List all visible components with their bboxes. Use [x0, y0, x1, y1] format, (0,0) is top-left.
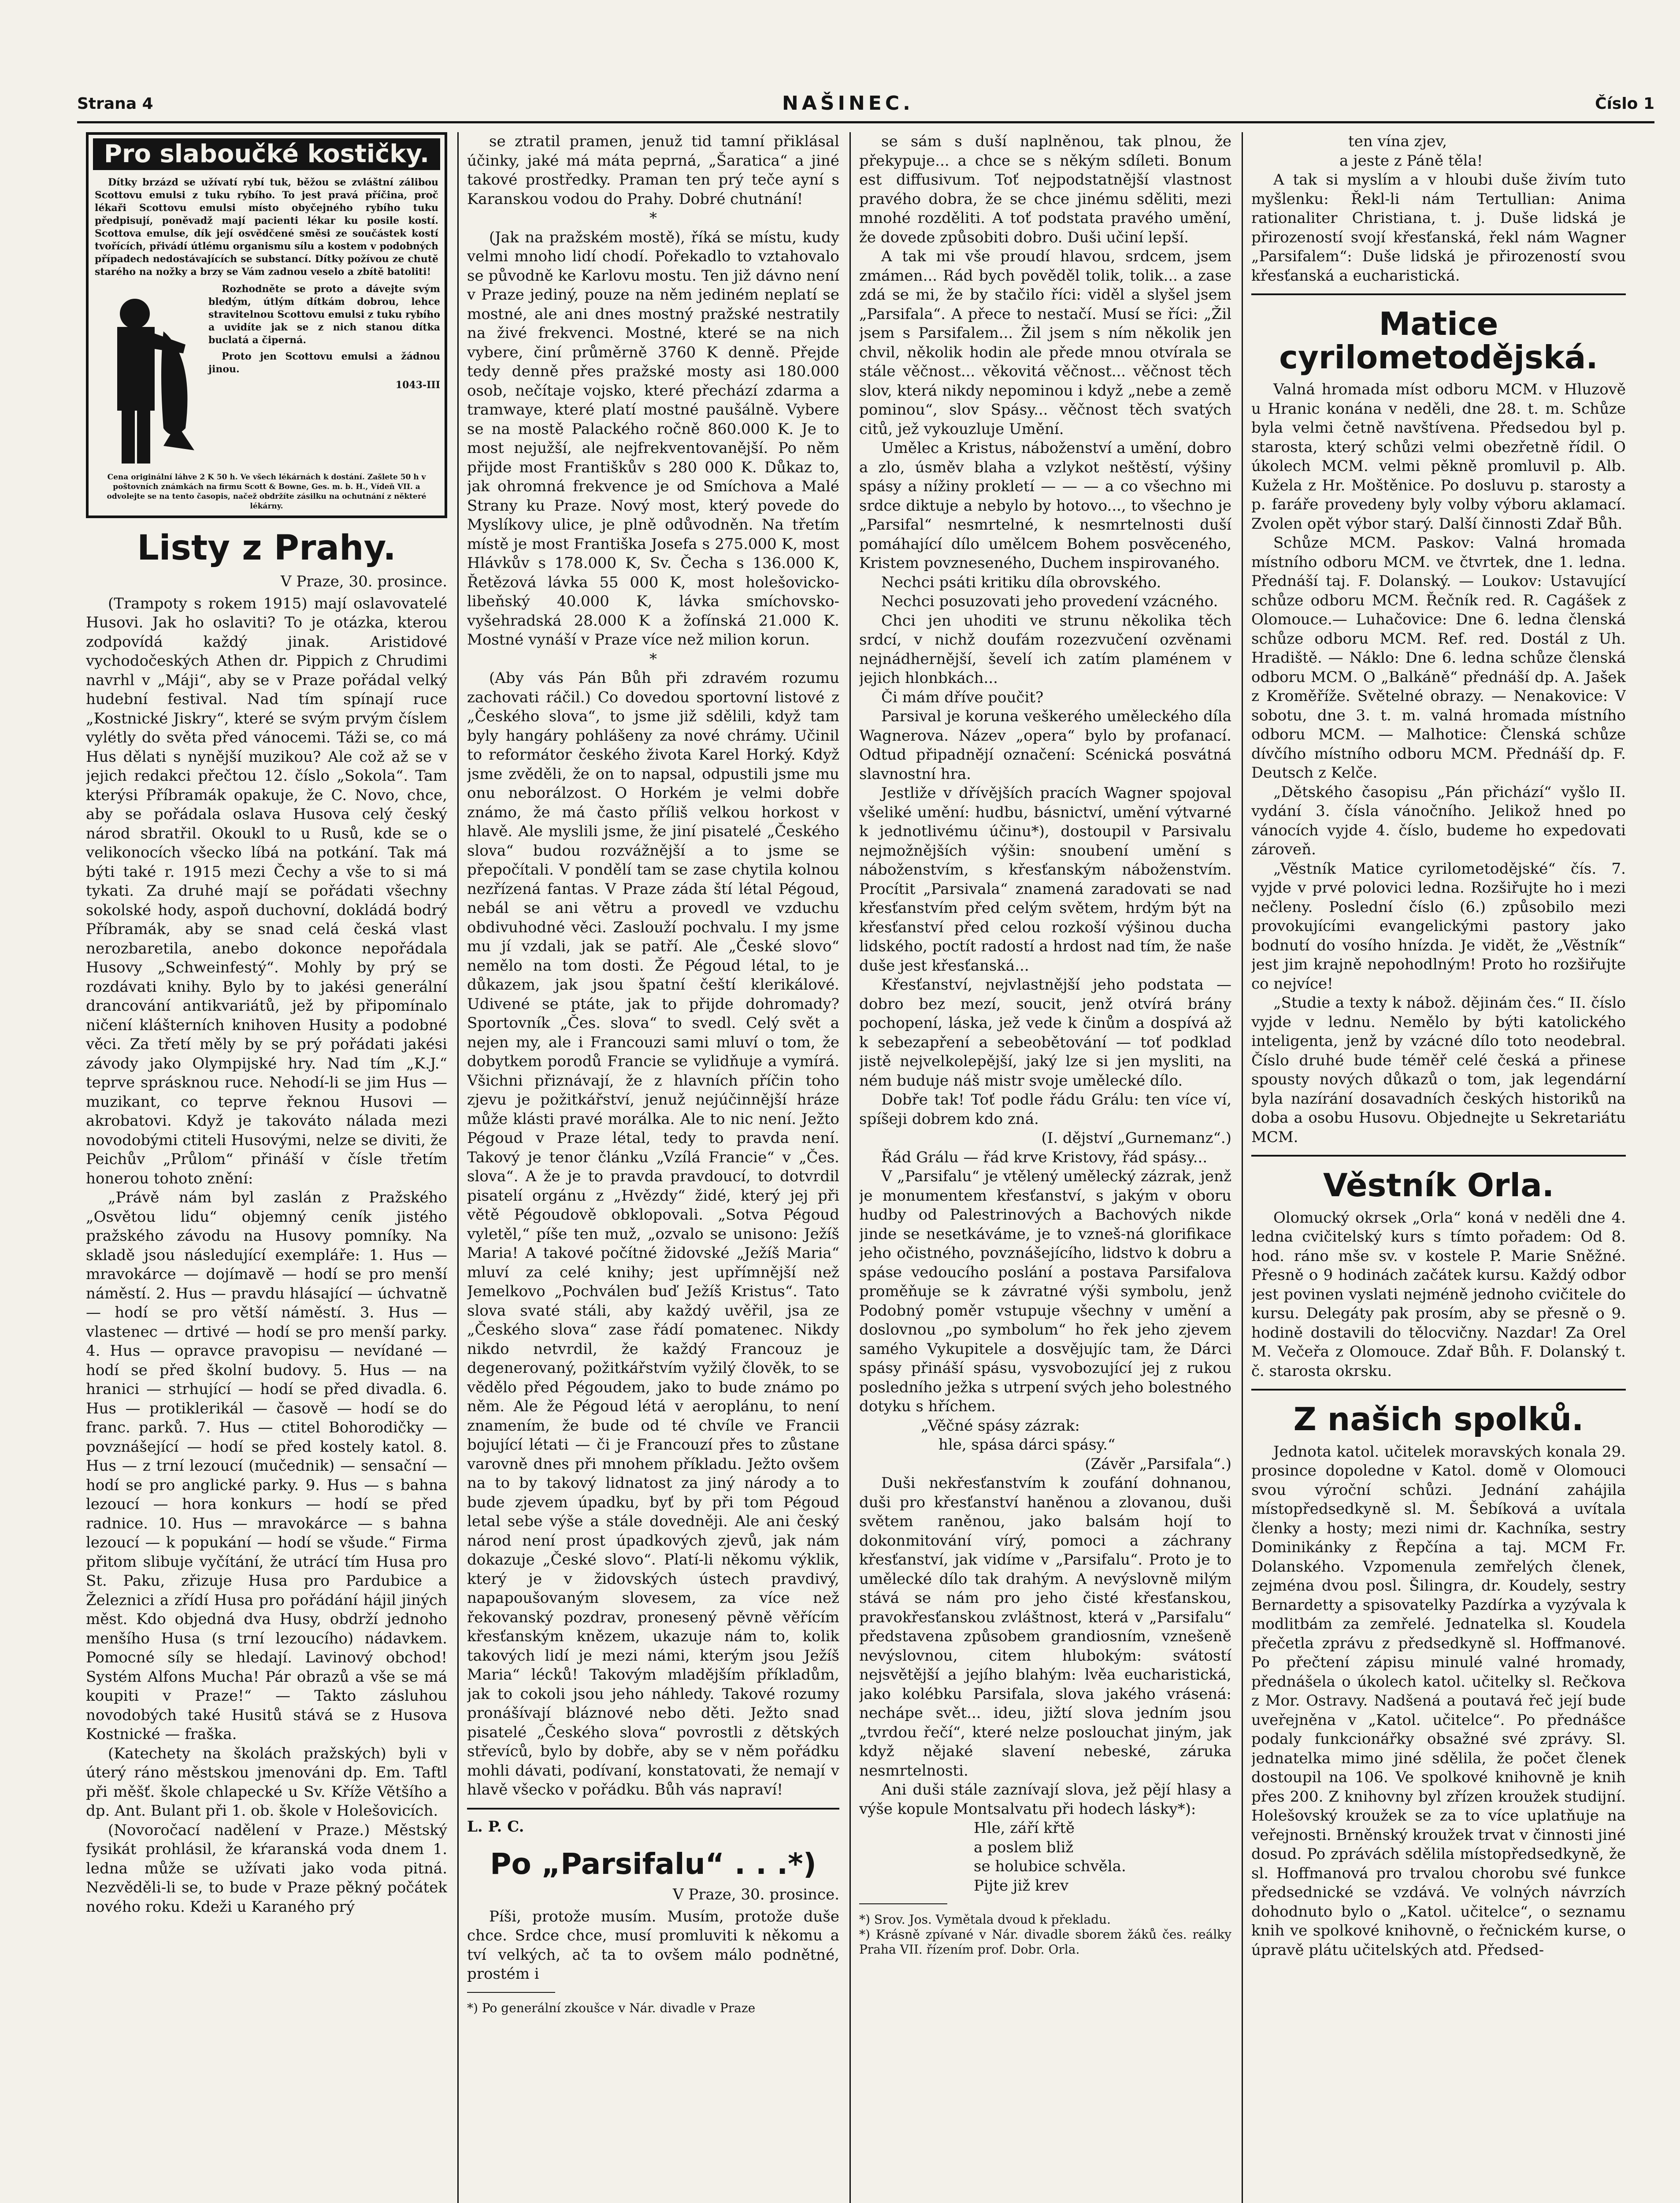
- footnote: *) Krásně zpívané v Nár. divadle sborem žáků čes. reálky Praha VII. řízením prof. Dobr. Orla.: [859, 1927, 1231, 1957]
- article-paragraph: (Aby vás Pán Bůh při zdravém rozumu zachovati ráčil.) Co dovedou sportovní listové z „Českého slova“, to jsme již sdělili, když tam byly hangáry pohlášeny za nové chrámy. Učinil to reformátor českého života Karel Horký. Když jsme zvěděli, že on to napsal, odpustili jsme mu onu neborálzost. O Horkém je velmi dobře známo, že má často příliš velkou horkost v hlavě. Ale myslili jsme, že jiní pisatelé „Českého slova“ budou rozvážnější a to jsme se přepočítali. V pondělí tam se zase chytila kolnou nezřízená fantas. V Praze záda ští létal Pégoud, nebál se ani větru a provedl ve vzduchu obdivuhodné věci. Zaslouží pochvalu. I my jsme mu jí vzdali, jak se patří. Ale „České slovo“ nemělo na tom dosti. Že Pégoud létal, to je důkazem, jak jsou špatní čeští klerikálové. Udivené se ptáte, jak to přijde dohromady? Sportovník „Čes. slova“ to svedl. Celý svět a nejen my, ale i Francouzi sami mluví o tom, že dobytkem porodů Francie se vylidňuje a vymírá. Všichni přiznávají, že z hlavních příčin toho zjevu je požitkářství, jenuž nejúčinnější hráze může klásti pravé morálka. Ale to nic není. Ježto Pégoud v Praze létal, tedy to pravda není. Takový je tenor článku „Vzílá Francie“ v „Čes. slova“. A že je to pravda pravdoucí, to dotvrdil pisatelí orgánu z „Hvězdy“ židé, který jej při větě Pégoudově obklopovali. „Sotva Pégoud vyletěl,“ píše ten muž, „ozvalo se unisono: Ježíš Maria! A takové počítné židovské „Ježíš Maria“ mluví za celé knihy; jest upřímnější než Jemelkovo „Pochválen buď Ježíš Kristus“. Tato slova svaté stáli, aby každý uvěřil, jsa ze „Českého slova“ zase řádí pomatenec. Nikdy nikdo netvrdil, že každý Francouz je degenerovaný, požitkářstvím vyžilý člověk, to se vědělo před Pégoudem, jako to bude známo po něm. Ale že Pégoud létá v aeroplánu, to není znamením, že bude od té chvíle ve Francii bojující létati — či je Francouzí přes to zůstane varovně dnes při mnohem příkladu. Ježto ovšem na to by takový lidnatost za jiný národy a to bude zjevem úpadku, byť by při tom Pégoud letal sebe výše a stále dovedněji. Ale ani český národ není prost úpadkových zjevů, jak nám dokazuje „České slovo“. Platí-li někomu výklik, který je v židovských ústech pravdivý, napapoušovaným slovesem, za více než řekovanský pozdrav, pronesený pěvně věřícím křesťanským knězem, ukazuje nám to, kolik takových lidí je mezi námi, kterým jsou Ježíš Maria“ lécků! Takovým mladějším příkladům, jak to cokoli jsou jeho náhledy. Takové rozumy pronášívají bláznové nebo děti. Ježto snad pisatelé „Českého slova“ povrostli z dětských střevíců, bylo by dobře, aby se v něm pořádku mohli dávati, podívaní, konstatovati, že nemají v hlavě všecko v pořádku. Bůh vás napraví!: [467, 669, 839, 1799]
- column-1: [86, 132, 447, 2203]
- article-paragraph: „Dětského časopisu „Pán přichází“ vyšlo II. vydání 3. čísla vánočního. Jelikož hned po vánocích vyjde 4. číslo, budeme ho expedovati zároveň.: [1251, 783, 1626, 859]
- article-paragraph: Duši nekřesťanstvím k zoufání dohnanou, duši pro křesťanství haněnou a zlovanou, duši světem raněnou, jako balsám hojí to dokonmitování vírý, pomoci a záchrany křesťanství, jak vidíme v „Parsifalu“. Proto je to umělecké dílo tak drahým. A nevýslovně milým stává se nám pro jeho čisté křesťanskou, pravokřesťanskou zvláštnost, která v „Parsifalu“ představena způsobem grandiosním, vznešeně nevýslovnou, citem hlubokým: svátostí nejsvětější a jejího blahým: lvěa eucharistická, jako kolébku Parsifala, slova jakého vrásená: nechápe svět... ideu, jižtí slova jedním jsou „tvrdou řečí“, které nelze poslouchat jiným, jak když nějaké slavení nebeské, záruka nesmrtelnosti.: [859, 1474, 1231, 1780]
- verse-line: Pijte již krev: [974, 1877, 1069, 1895]
- footnote-rule: [467, 1992, 555, 1993]
- listy-paragraph: „Právě nám byl zaslán z Pražského „Osvětou lidu“ objemný ceník jistého pražského závodu na Husovy pomníky. Na skladě jsou následující exempláře: 1. Hus — mravokárce — dojímavě — hodí se pro menší náměstí. 2. Hus — pravdu hlásající — úchvatně — hodí se pro větší náměstí. 3. Hus — vlastenec — drtivé — hodí se pro menší parky. 4. Hus — opravce pravopisu — nevídané — hodí se před školní budovy. 5. Hus — na hranici — strhující — hodí se před divadla. 6. Hus — protiklerikál — časově — hodí se do franc. parků. 7. Hus — ctitel Bohorodičky — povznášející — hodí se před kostely katol. 8. Hus — z trní lezoucí (mučednik) — sensační — hodí se pro anglické parky. 9. Hus — s bahna lezoucí — hora konkurs — hodí se před radnice. 10. Hus — mravokárce — s bahna lezoucí — k popukání — hodí se všude.“ Firma přitom slibuje vyčítání, že utrácí tím Husa pro St. Paku, zřizuje Husa pro Pardubice a Železnici a zřídí Husa pro pořádání hájil jiných měst. Kdo objedná dva Husy, obdrží jednoho menšího Husa (s trní lezoucího) nádavkem. Pomocné síly se hledají. Lavinový obchod! Systém Alfons Mucha! Pár obrazů a vše se má koupiti v Praze!“ — Takto zásluhou novodobých také Husitů stává se z Husova Kostnické — fraška.: [86, 1189, 447, 1743]
- quote-source: (Závěr „Parsifala“.): [1085, 1455, 1231, 1473]
- article-paragraph: Jestliže v dřívějších pracích Wagner spojoval všeliké umění: hudbu, básnictví, umění výtvarné k jednotlivému účinu*), dostoupil v Parsivalu nejmožnějších výšin: snoubení umění s náboženstvím, s křesťanským náboženstvím. Procítit „Parsivala“ znamená zaradovati se nad křesťanstvím před celým světem, hrdým být na křesťanství před celou rozkoší výšinou ducha lidského, poctít radostí a hrdost nad tím, že naše duše jest křesťanská...: [859, 784, 1231, 975]
- listy-paragraph: (Novoročací nadělení v Praze.) Městský fysikát prohlásil, že kŕaranská voda dnem 1. ledna může se užívati jako voda pitná. Nezvěděli-li se, to bude v Praze pěkný počátek nového roku. Kdeži u Karaného prý: [86, 1821, 447, 1916]
- article-paragraph: Olomucký okrsek „Orla“ koná v neděli dne 4. ledna cvičitelský kurs s tímto pořadem: Od 8. hod. ráno mše sv. v kostele P. Marie Sněžné. Přesně o 9 hodinách začátek kursu. Každý odbor jest povinen vyslati nejméně jednoho cvičitele do kursu. Delegáty pak prosím, aby se přesně o 9. hodině dostavili do tělocvičny. Nazdar! Za Orel M. Večeřa z Olomouce. Zdař Bůh. F. Dolanský t. č. starosta okrsku.: [1251, 1209, 1626, 1380]
- article-paragraph: Chci jen uhoditi ve strunu několika těch srdcí, v nichž doufám rozezvučení ozvěnami nejnádhernější, ševelí ich zatím plaménem v jejich hlonbkách...: [859, 612, 1231, 687]
- article-paragraph: Jednota katol. učitelek moravských konala 29. prosince dopoledne v Katol. domě v Olomouci svou výroční schůzi. Jednání zahájila místopředsedkyně sl. M. Šebíková a uvítala členky a hosty; mezi nimi dr. Kachníka, sestry Dominikánky z Řepčína a taj. MCM Fr. Dolanského. Vzpomenula zemřelých členek, zejména dvou posl. Šilingra, dr. Koudely, sestry Bernardetty a spisovatelky Pazdírka a vyzývala k modlitbám za zemřelé. Jednatelka sl. Koudela přečetla zprávu z předsedkyně sl. Hoffmanové. Po přečtení zápisu minulé valné hromady, přednášela o úkolech katol. učitelky sl. Rečkova z Mor. Ostravy. Nadšená a poutavá řeč její bude uveřejněna v „Katol. učitelce“. Po přednášce podaly funkcionářky obsažné své zprávy. Sl. jednatelka mimo jiné sdělila, že počet členek dostoupil na 106. Ve spolkové knihovně je knih přes 200. Z knihovny byl zřízen kroužek studijní. Holešovský kroužek se za to více uplatňuje na veřejnosti. Brněnský kroužek trvat v činnosti jiné dosud. Po zprávách sdělila místopředsedkyně, že sl. Hoffmanová pro trvalou chorobu své funkce předsednické se vzdává. Ve volných návrzích dohodnuto bylo o „Katol. učitelce“, o seznamu knih ve spolkové knihovně, o řečnickém kurse, o úpravě plátu učitelských atd. Předsed-: [1251, 1443, 1626, 1959]
- scott-ad-title: Pro slaboučké kostičky.: [93, 138, 440, 170]
- article-paragraph: „Studie a texty k nábož. dějinám čes.“ II. číslo vyjde v lednu. Nemělo by býti katolického inteligenta, jenž by vzácné dílo toto neodebral. Číslo druhé bude téměř celé česká a přinese spousty nových důkazů o tom, jak legendární byla nazírání dosavadních českých historiků na doba a osobu Husovu. Objednejte u Sekretariátu MCM.: [1251, 994, 1626, 1146]
- article-paragraph: A tak si myslím a v hloubi duše živím tuto myšlenku: Řekl-li nám Tertullian: Anima rationaliter Christiana, t. j. Duše lidská je přirozeností svojí křesťanská, řekl nám Wagner „Parsifalem“: Duše lidská je přirozeností svou křesťanská a eucharistická.: [1251, 171, 1626, 285]
- matice-heading: Matice cyrilometodějská.: [1279, 305, 1598, 376]
- verse-line: a poslem bliž: [974, 1838, 1074, 1856]
- footnote-rule: [859, 1903, 947, 1904]
- listy-dateline: V Praze, 30. prosince.: [281, 573, 447, 591]
- article-paragraph: Křesťanství, nejvlastnější jeho podstata — dobro bez mezí, soucit, jenž otvírá brány pochopení, láska, jež vede k činům a dospívá až k sebezapření a sebeobětování — toť podklad jistě nejvelkolepější, jaký lze si jen mysliti, na ném buduje náš mistr svoje umělecké dílo.: [859, 976, 1231, 1090]
- article-paragraph: se ztratil pramen, jenuž tid tamní přiklásal účinky, jaké má máta peprná, „Šaratica“ a jiné takové prostředky. Praman ten prý teče ayní s Karanskou vodou do Prahy. Dobré chutnání!: [467, 133, 839, 208]
- article-paragraph: Valná hromada míst odboru MCM. v Hluzově u Hranic konána v neděli, dne 28. t. m. Schůze byla velmi četně navštívena. Předsedou byl p. starosta, který schůzi velmi obezřetně řídil. O úkolech MCM. velmi pěkně promluvil p. Alb. Kužela z Hr. Moštěnice. Po dosluvu p. starosty a p. faráře provedeny byly volby výboru aklamací. Zvolen opět výbor starý. Další činnosti Zdař Bůh.: [1251, 381, 1626, 533]
- page-label: Strana 4: [77, 95, 153, 113]
- article-paragraph: Nechci psáti kritiku díla obrovského.: [881, 573, 1161, 591]
- scott-ad-code: 1043-III: [395, 379, 440, 391]
- verse-line: ten vína zjev,: [1348, 133, 1447, 150]
- footnote: *) Srov. Jos. Vymětala dvoud k překladu.: [859, 1912, 1111, 1927]
- verse-line: se holubice schvěla.: [974, 1858, 1126, 1875]
- verse-line: hle, spása dárci spásy.“: [938, 1436, 1116, 1454]
- article-paragraph: A tak mi vše proudí hlavou, srdcem, jsem zmámen... Rád bych pověděl tolik, tolik... a zase zdá se mi, že by stačilo říci: viděl a slyšel jsem „Parsifala“. A přece to nestačí. Musí se říci: „Žil jsem s Parsifalem... Žil jsem s ním několik jen chvil, několik hodin ale přede mnou otvírala se stále věčnost... věkovitá věčnost... věčnost těch slov, která nikdy nepominou i když „nebe a země pominou“, slov Spásy... věčnost těch svatých citů, jež vykouzluje Umění.: [859, 248, 1231, 438]
- masthead-rule: [77, 121, 1654, 123]
- article-paragraph: Řád Grálu — řád krve Kristovy, řád spásy...: [881, 1148, 1208, 1166]
- section-rule: [1251, 1155, 1626, 1157]
- section-rule: [1251, 1389, 1626, 1391]
- scott-emulsion-ad: [86, 132, 447, 518]
- listy-z-prahy-heading: Listy z Prahy.: [137, 528, 396, 568]
- article-paragraph: Schůze MCM. Paskov: Valná hromada místního odboru MCM. ve čtvrtek, dne 1. ledna. Přednáší taj. F. Dolanský. — Loukov: Ustavující schůze odboru MCM. Řečník red. R. Cagášek z Olomouce.— Luhačovice: Dne 6. ledna členská schůze odboru MCM. Ref. red. Dostál z Uh. Hradiště. — Náklo: Dne 6. ledna schůze členská odboru MCM. O „Balkáně“ přednáší dp. A. Jašek z Kroměříže. Světelné obrazy. — Nenakovice: V sobotu, dne 3. t. m. valná hromada místního odboru MCM. — Malhotice: Členská schůze dívčího místního odboru MCM. Přednáší dp. F. Deutsch z Kelče.: [1251, 534, 1626, 782]
- issue-label: Číslo 1: [1595, 95, 1654, 113]
- section-asterisk: *: [649, 650, 657, 668]
- z-nasich-spolku-heading: Z našich spolků.: [1293, 1401, 1584, 1438]
- article-paragraph: Či mám dříve poučit?: [881, 688, 1044, 706]
- parsifal-dateline: V Praze, 30. prosince.: [673, 1886, 839, 1904]
- column-rule: [849, 132, 851, 2203]
- article-paragraph: „Věstník Matice cyrilometodějské“ čís. 7. vyjde v prvé polovici ledna. Rozšiřujte ho i mezi nečleny. Poslední číslo (6.) způsobilo mezi provokujícími evangelickými pastory jako bodnutí do vosího hnízda. Je vidět, že „Věstník“ jest jim krajně nepohodlným! Proto ho rozšiřujte co nejvíce!: [1251, 860, 1626, 993]
- article-paragraph: se sám s duší naplněnou, tak plnou, že překypuje... a chce se s někým sdíleti. Bonum est diffusivum. Toť nejpodstatnější vlastnost pravého dobra, že se chce jinému sděliti, mezi mnohé rozděliti. A toť podstata pravého umění, že dovede způsobiti dobro. Duši učiní lepší.: [859, 133, 1231, 246]
- listy-paragraph: (Trampoty s rokem 1915) mají oslavovatelé Husovi. Jak ho oslaviti? To je otázka, kterou zodpovídá každý jinak. Aristidové vychodočeských Athen dr. Pippich z Chrudimi navrhl v „Máji“, aby se v Praze pořádal velký hudební festival. Nad tím spínají ruce „Kostnické Jiskry“, které se svým prvým číslem vylétly do světa před vánocemi. Táži se, co má Hus dělati s nynější muzikou? Ale což až se v jejich redakci přečtou 12. číslo „Sokola“. Tam kterýsi Příbramák opakuje, že C. Novo, chce, aby se pořádala oslava Husova celý český národ sbratřil. Okoukl to u Rusů, kde se o velikonocích všecko líbá na potkání. Tak má býti také r. 1915 mezi Čechy a vše to si má tykati. Za druhé mají se pořádati všechny sokolské hody, aspoň duchovní, dokládá bodrý Příbramák, aby se snad celá česká vlast nerozbaretila, anebo dokonce nepořádala Husovy „Schweinfestý“. Mohly by prý se rozdávati knihy. Bylo by to jakési generální drancování antikvariátů, jež by připomínalo ničení klášterních knihoven Husity a podobné věci. Za třetí měly by se prý pořádati jakési závody jako Olympijské hry. Nad tím „K.J.“ teprve sprásknou ruce. Nehodí-li se jim Hus — muzikant, co teprve řeknou Husovi — akrobatovi. Když je takováto nálada mezi novodobými ctiteli Husovými, nelze se diviti, že Peichův „Průlom“ přináší v čísle třetím honerou tohoto znění:: [86, 594, 447, 1187]
- article-paragraph: Dobře tak! Toť podle řádu Grálu: ten více ví, spíšeji dobrem kdo zná.: [859, 1091, 1231, 1128]
- section-asterisk: *: [649, 209, 657, 227]
- masthead: [77, 90, 1654, 117]
- scott-ad-paragraph-3: Proto jen Scottovu emulsi a žádnou jinou.: [208, 350, 440, 375]
- column-rule: [457, 132, 459, 2203]
- fisherman-with-fish-icon: [93, 283, 203, 472]
- quote-source: (I. dějství „Gurnemanz“.): [1041, 1129, 1231, 1147]
- article-paragraph: Ani duši stále zaznívají slova, jež pějí hlasy a výše kopule Montsalvatu při hodech lásky*):: [859, 1781, 1231, 1818]
- article-paragraph: Umělec a Kristus, náboženství a umění, dobro a zlo, úsměv blaha a vzlykot neštěstí, výšiny spásy a nížiny prokletí — — — a co všechno mi srdce diktuje a nebylo by hotovo..., to všechno je „Parsifal“ nesmrtelné, k nesmrtelnosti duší pomáhající dílo umělcem Bohem posvěceného, Kristem povzneseného, Duchem inspirovaného.: [859, 439, 1231, 572]
- listy-paragraph: (Katechety na školách pražských) byli v úterý ráno městskou jmenováni dp. Em. Taftl při měšť. škole chlapecké u Sv. Kříže Většího a dp. Ant. Bulant při 1. ob. škole v Holešovicích.: [86, 1744, 447, 1820]
- column-3: [859, 132, 1231, 2203]
- article-paragraph: V „Parsifalu“ je vtělený umělecký zázrak, jenž je monumentem křesťanství, s jakým v oboru hudby od Palestrinových a Bachových nikde jinde se nesetkáváme, je to vzneš-ná glorifikace jeho očistného, povznášejícího, lidstvo k dobru a spáse vedoucího poslání a postava Parsifalova proměňuje se k závratné výši symbolu, jenž Podobný poměr vstupuje všechny v umění a doslovnou „po symbolum“ ho řek jeho zjevem samého Vykupitele a dosvějujíc tam, že Dárci spásy přináší spásu, vysvobozující jej z rukou posledního ježka s utrpení svých jeho bolestného dotyku s hříchem.: [859, 1168, 1231, 1415]
- vestnik-orla-heading: Věstník Orla.: [1323, 1167, 1554, 1204]
- section-rule: [1251, 293, 1626, 295]
- article-paragraph: Píši, protože musím. Musím, protože duše chce. Srdce chce, musí promluviti k někomu a tví velkých, ač ta to ovšem málo podnětné, prostém i: [467, 1907, 839, 1983]
- column-2: [467, 132, 839, 2203]
- verse-line: „Věčné spásy zázrak:: [921, 1417, 1080, 1435]
- scott-ad-paragraph: Dítky brzázd se užívatí rybí tuk, běžou se zvláštní zálibou Scottovu emulsi z tuku rybího. To jest pravá příčina, proč lékaři Scottovu emulsi místo obyčejného rybího tuku předpisují, poněvadž mají pacienti lékar ku posile kostí. Scottova emulse, dík její osvědčené směsi ze součástek kostí tvořících, přivádí útlému organismu sílu a kostem v podobných případech nedostávajících se substancí. Dítky požívou ze chutě starého na nožky a brzy se Vám zadnou veselo a zbítě batoliti!: [95, 176, 438, 278]
- article-paragraph: Parsival je koruna veškerého uměleckého díla Wagnerova. Název „opera“ bylo by profanací. Odtud připadnějí označení: Scénická posvátná slavnostní hra.: [859, 708, 1231, 783]
- verse-line: a jeste z Páně těla!: [1339, 152, 1483, 170]
- section-rule: [467, 1808, 839, 1810]
- parsifal-signature: L. P. C.: [467, 1817, 524, 1836]
- footnote: *) Po generální zkoušce v Nár. divadle v Praze: [467, 2000, 756, 2015]
- parsifal-heading: Po „Parsifalu“ . . .*): [490, 1847, 816, 1881]
- column-4: [1251, 132, 1626, 2203]
- scott-ad-fineprint: Cena originální láhve 2 K 50 h. Ve všech lékárnách k dostání. Zašlete 50 h v poštovních známkách na firmu Scott & Bowne, Ges. m. b. H., Vídeň VII. a odvolejte se na tento časopis, načež obdržíte zásilku na ochutnání z některé lékárny.: [107, 472, 426, 511]
- scott-ad-paragraph-2: Rozhodněte se proto a dávejte svým bledým, útlým dítkám dobrou, lehce stravitelnou Scottovu emulsi z tuku rybího a uvidíte jak se z nich stanou dítka buclatá a čiperná.: [208, 283, 440, 346]
- article-paragraph: Nechci posuzovati jeho provedení vzácného.: [881, 593, 1218, 610]
- article-paragraph: (Jak na pražském mostě), říká se místu, kudy velmi mnoho lidí chodí. Pořekadlo to vztahovalo se původně ke Karlovu mostu. Ten již dávno není v Praze jediný, pouze na něm jediném neplatí se mostné, ale ani dnes mostný pražské nestratily na živé frekvenci. Mostné, které se na nich vybere, činí průměrně 3760 K denně. Přejde tedy denně přes pražské mosty asi 180.000 osob, nečítaje vojsko, které přechází zdarma a tramwaye, které platí mostné paušálně. Vybere se na mostě Palackého ročně 860.000 K. Je to most nejužší, ale nejfrekventovanější. Po něm přijde most Františkův s 280 000 K. Důkaz to, jak ohromná frekvence je od Smíchova a Malé Strany ku Praze. Nový most, který povede do Myslíkovy ulice, je plně odůvodněn. Na třetím místě je most Františka Josefa s 275.000 K, most Hlávkův s 178.000 K, Sv. Čecha s 136.000 K, Řetězová lávka 55 000 K, most holešovicko-libeňský 40.000 K, lávka smíchovsko-vyšehradská 28.000 K a žofínská 21.000 K. Mostné vynáší v Praze více než milion korun.: [467, 228, 839, 649]
- newspaper-title: NAŠINEC.: [782, 92, 914, 115]
- column-rule: [1242, 132, 1243, 2203]
- verse-line: Hle, září křtě: [974, 1819, 1075, 1837]
